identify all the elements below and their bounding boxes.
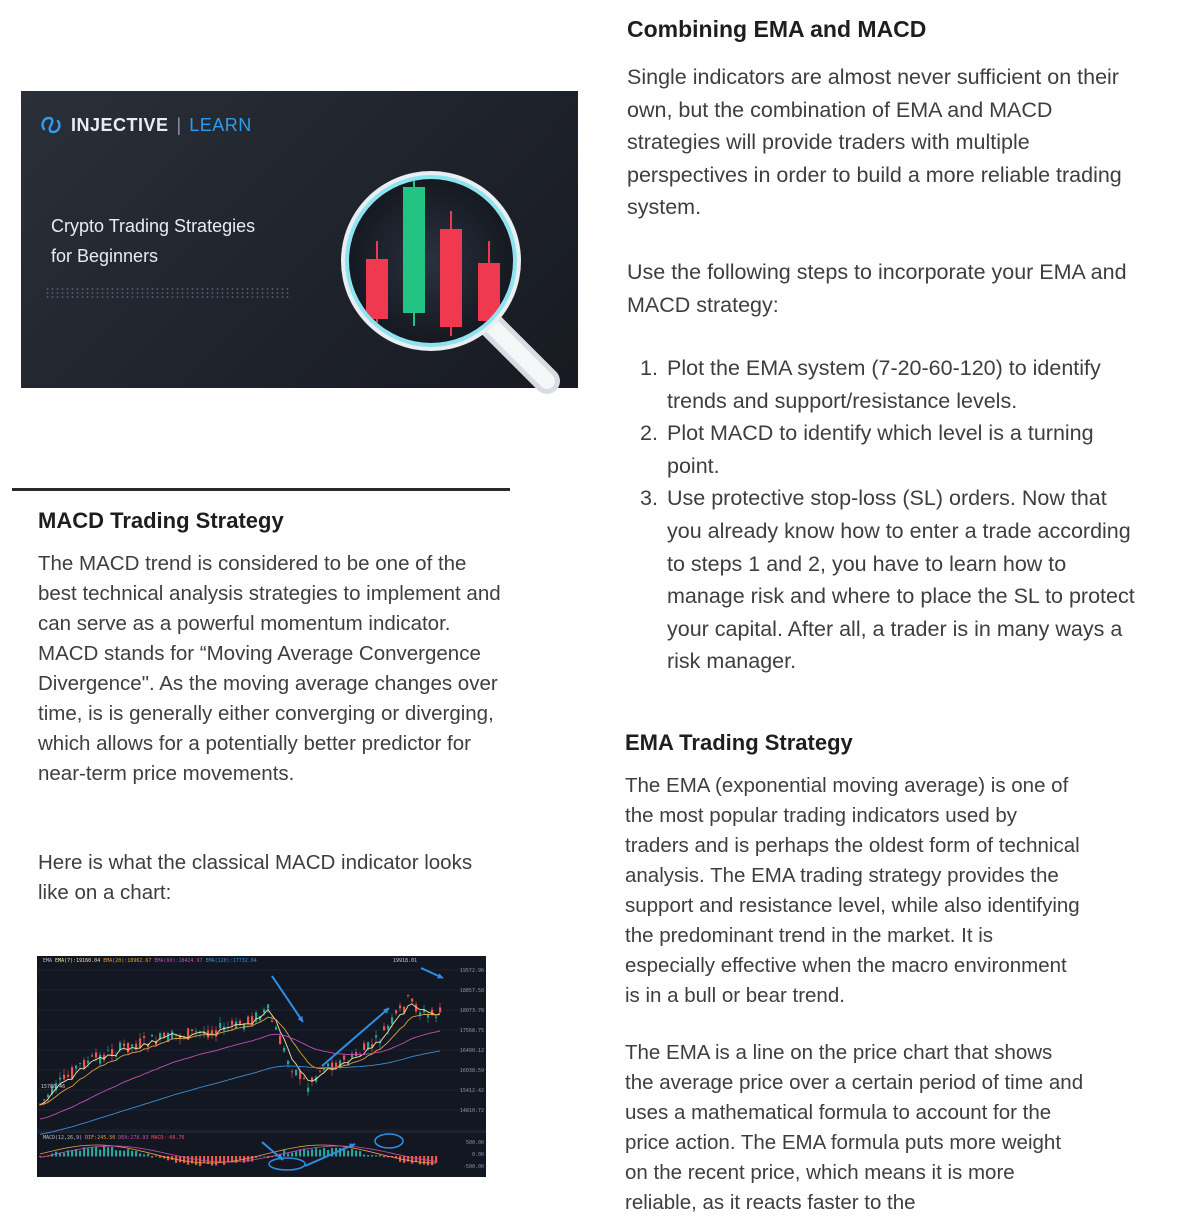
candle-body: [171, 1031, 173, 1039]
candle-body: [195, 1031, 197, 1032]
macd-tick-label: 0.00: [471, 1152, 484, 1158]
macd-histogram-bar: [95, 1147, 97, 1157]
candle-body: [59, 1078, 61, 1080]
legend-ema60: EMA(60):18424.97: [154, 958, 203, 964]
chart-high-label: 19918.01: [393, 958, 418, 964]
candle-body: [247, 1017, 249, 1024]
ema-paragraph-2: The EMA is a line on the price chart that shows the average price over a certain period of time and uses a mathematical formula to account for the price action. The EMA formula puts more weight on the recent price, which means it is more reliable, as it reacts faster to the: [625, 1041, 1084, 1214]
candle-body: [275, 1027, 277, 1030]
candle-body: [279, 1036, 281, 1044]
legend-label: EMA: [43, 958, 53, 964]
candle-body: [411, 999, 413, 1002]
candle-body: [439, 1007, 441, 1012]
candle-body: [91, 1055, 93, 1056]
macd-histogram-bar: [87, 1149, 89, 1157]
magnifier-candles-icon: [339, 151, 579, 391]
macd-histogram-bar: [63, 1153, 65, 1157]
banner-dot-pattern: [45, 287, 290, 299]
macd-histogram-bar: [287, 1153, 289, 1156]
macd-histogram-bar: [423, 1156, 425, 1165]
macd-histogram-bar: [119, 1150, 121, 1156]
candle-body: [435, 1017, 437, 1018]
candle-body: [151, 1035, 153, 1037]
y-tick-label: 18857.58: [459, 988, 484, 994]
legend-ema7: EMA(7):19160.04: [55, 958, 101, 964]
macd-legend-dea: DEA:278.93: [118, 1135, 149, 1141]
y-tick-label: 15412.42: [459, 1088, 484, 1094]
macd-histogram-bar: [127, 1149, 129, 1156]
step-number: 1.: [640, 356, 658, 380]
macd-histogram-bar: [39, 1156, 41, 1157]
macd-histogram-bar: [91, 1147, 93, 1156]
candle-body: [303, 1078, 305, 1079]
candle-body: [131, 1044, 133, 1046]
macd-histogram-bar: [363, 1155, 365, 1157]
macd-histogram-bar: [319, 1150, 321, 1157]
down-arrow-icon: [272, 976, 303, 1022]
candle-body: [407, 995, 409, 996]
candle-body: [327, 1063, 329, 1066]
macd-chart-image: [37, 956, 486, 1177]
candle-body: [387, 1026, 389, 1030]
macd-histogram-bar: [435, 1156, 437, 1163]
candle-body: [79, 1063, 81, 1064]
macd-histogram-bar: [367, 1155, 369, 1156]
candle-body: [211, 1030, 213, 1033]
candle-body: [295, 1070, 297, 1075]
candle-body: [427, 1015, 429, 1018]
macd-paragraph-1: The MACD trend is considered to be one of the best technical analysis strategies to implement and can serve as a powerful momentum indicator. MACD stands for “Moving Average Convergence Divergence". As the moving average changes over time, is is generally either converging or diverging, which allows for a potentially better predictor for near-term price movements.: [38, 552, 501, 785]
macd-histogram-bar: [135, 1151, 137, 1157]
candle-body: [191, 1029, 193, 1031]
combine-steps-list: [640, 352, 1140, 718]
step-number: 3.: [640, 486, 658, 511]
candle-body: [287, 1061, 289, 1064]
macd-histogram-bar: [155, 1155, 157, 1156]
candle-body: [383, 1026, 385, 1030]
candle-body: [123, 1044, 125, 1046]
section-divider: [12, 488, 510, 491]
ema-section-title: EMA Trading Strategy: [625, 730, 853, 755]
y-tick-label: 18073.78: [459, 1008, 484, 1014]
step-number: 2.: [640, 421, 658, 446]
candle-body: [219, 1023, 221, 1028]
candle-body: [87, 1061, 89, 1064]
macd-section-title: MACD Trading Strategy: [38, 508, 284, 533]
candle-body: [343, 1056, 345, 1060]
macd-histogram-bar: [211, 1156, 213, 1165]
list-item: [640, 352, 1140, 417]
macd-histogram-bar: [295, 1151, 297, 1156]
macd-histogram-bar: [203, 1156, 205, 1162]
y-tick-label: 17568.75: [459, 1028, 484, 1034]
candle-body: [231, 1021, 233, 1025]
macd-histogram-bar: [199, 1156, 201, 1166]
banner-image: [21, 91, 578, 388]
macd-histogram-bar: [115, 1150, 117, 1156]
macd-legend-dif: DIF:245.50: [85, 1135, 116, 1141]
macd-histogram-bar: [123, 1151, 125, 1157]
candle-body: [95, 1052, 97, 1057]
macd-legend-macd: MACD:-66.76: [151, 1135, 185, 1141]
brand-name: INJECTIVE: [71, 114, 169, 135]
macd-histogram-bar: [359, 1151, 361, 1156]
macd-histogram-bar: [419, 1156, 421, 1164]
macd-histogram-bar: [371, 1155, 373, 1156]
injective-logo-icon: [39, 113, 63, 137]
macd-histogram-bar: [251, 1156, 253, 1162]
banner-title-line1: Crypto Trading Strategies: [51, 216, 256, 236]
brand-sub: LEARN: [189, 114, 252, 135]
combine-section-title: Combining EMA and MACD: [627, 16, 927, 42]
combine-paragraph-1: Single indicators are almost never sufficient on their own, but the combination of EMA and MACD strategies will provide traders with multiple perspectives in order to build a more reliable trading system.: [627, 65, 1122, 219]
legend-ema20: EMA(20):18962.67: [103, 958, 152, 964]
chart-low-label: 15786.46: [41, 1084, 66, 1090]
combine-paragraph-2: Use the following steps to incorporate your EMA and MACD strategy:: [627, 260, 1127, 317]
macd-histogram-bar: [111, 1147, 113, 1156]
macd-legend-label: MACD(12,26,9): [43, 1135, 83, 1141]
macd-histogram-bar: [375, 1155, 377, 1156]
candle-body: [47, 1095, 49, 1098]
macd-tick-label: 500.00: [465, 1140, 484, 1146]
candle-body: [283, 1048, 285, 1052]
y-tick-label: 19572.96: [459, 968, 484, 974]
chart-canvas: [37, 956, 486, 1177]
candle-body: [391, 1017, 393, 1023]
macd-histogram-bar: [291, 1153, 293, 1157]
macd-histogram-bar: [215, 1156, 217, 1165]
chart-ema-legend: [43, 958, 257, 964]
macd-histogram-bar: [355, 1151, 357, 1157]
candle-body: [307, 1088, 309, 1092]
macd-histogram-bar: [99, 1150, 101, 1157]
chart-macd-legend: [43, 1135, 185, 1141]
macd-histogram-bar: [311, 1149, 313, 1156]
candle-body: [263, 1010, 265, 1013]
macd-tick-label: -500.00: [462, 1164, 484, 1170]
macd-histogram-bar: [223, 1156, 225, 1165]
y-tick-label: 16490.12: [459, 1048, 484, 1054]
macd-histogram-bar: [143, 1154, 145, 1156]
macd-histogram-bar: [107, 1147, 109, 1156]
candle-body: [319, 1071, 321, 1072]
candle-body: [139, 1038, 141, 1047]
banner-title-line2: for Beginners: [51, 246, 159, 266]
candle-body: [163, 1033, 165, 1037]
candle-body: [291, 1071, 293, 1072]
candle-body: [43, 1099, 45, 1100]
step-text: Plot MACD to identify which level is a turning point.: [667, 421, 1094, 478]
macd-histogram-bar: [351, 1149, 353, 1157]
macd-histogram-bar: [263, 1156, 265, 1157]
candle-body: [375, 1035, 377, 1037]
candle-body: [355, 1052, 357, 1056]
candle-body: [271, 1020, 273, 1021]
y-tick-label: 16038.59: [459, 1068, 484, 1074]
macd-histogram-bar: [147, 1154, 149, 1157]
macd-histogram-bar: [347, 1151, 349, 1157]
candle-body: [107, 1050, 109, 1051]
macd-histogram-bar: [139, 1153, 141, 1156]
candle-body: [143, 1036, 145, 1038]
y-tick-label: 14810.72: [459, 1108, 484, 1114]
injective-logo: [39, 113, 252, 137]
banner-title: [51, 211, 351, 271]
candle-body: [399, 1005, 401, 1008]
macd-paragraph-2: Here is what the classical MACD indicator looks like on a chart:: [38, 851, 473, 904]
legend-ema120: EMA(120):17732.04: [205, 958, 257, 964]
candle-body: [67, 1075, 69, 1077]
macd-histogram-bar: [323, 1148, 325, 1156]
macd-histogram-bar: [79, 1151, 81, 1157]
macd-histogram-bar: [103, 1146, 105, 1156]
candle-body: [363, 1043, 365, 1050]
brand-separator: |: [176, 114, 182, 135]
macd-histogram-bar: [307, 1150, 309, 1156]
step-text: Use protective stop-loss (SL) orders. Now that you already know how to enter a trade according to steps 1 and 2, you have to learn how to manage risk and where to place the SL to protect your capital. After all, a trader is in many ways a risk manager.: [667, 486, 1135, 674]
list-item: [640, 417, 1140, 482]
candle-body: [75, 1066, 77, 1069]
candle-body: [119, 1043, 121, 1050]
candle-body: [267, 1004, 269, 1008]
macd-histogram-bar: [187, 1156, 189, 1165]
candle-body: [127, 1043, 129, 1053]
macd-circle-marker: [269, 1158, 305, 1170]
ema-paragraph-1: The EMA (exponential moving average) is one of the most popular trading indicators used by traders and is perhaps the oldest form of technical analysis. The EMA trading strategy provides the support and resistance level, while also identifying the predominant trend in the market. It is especially effective when the macro environment is in a bull or bear trend.: [625, 774, 1080, 1007]
step-text: Plot the EMA system (7-20-60-120) to identify trends and support/resistance levels.: [667, 356, 1101, 413]
macd-histogram-bar: [315, 1148, 317, 1156]
macd-histogram-bar: [151, 1156, 153, 1158]
list-item: [640, 482, 1140, 678]
candle-body: [99, 1055, 101, 1064]
macd-histogram-bar: [219, 1156, 221, 1162]
candle-body: [323, 1069, 325, 1070]
macd-histogram-bar: [379, 1155, 381, 1156]
macd-histogram-bar: [131, 1151, 133, 1157]
macd-histogram-bar: [195, 1156, 197, 1165]
macd-histogram-bar: [383, 1156, 385, 1157]
macd-circle-marker: [375, 1134, 403, 1148]
candle-body: [395, 1010, 397, 1013]
candle-body: [63, 1075, 65, 1080]
